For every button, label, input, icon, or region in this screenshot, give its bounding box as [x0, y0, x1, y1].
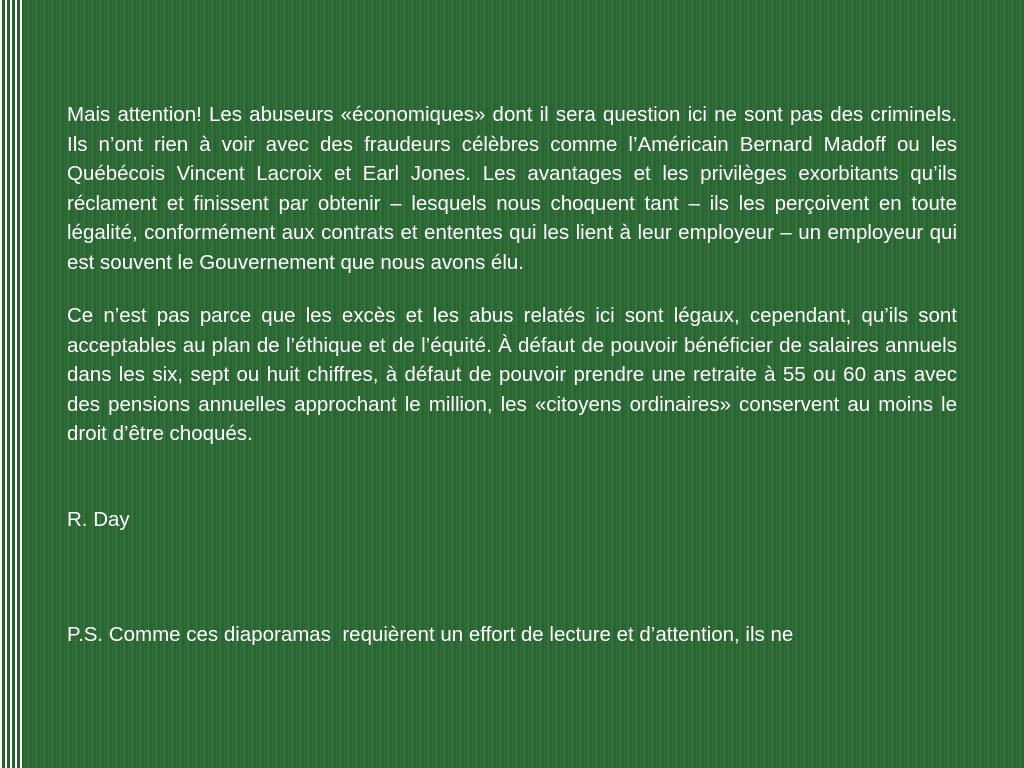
paragraph-ethics-equity: Ce n’est pas parce que les excès et les abus relatés ici sont légaux, cependant, qu’ils sont acceptables au plan de l’éthique et de l’équité. À défaut de pouvoir bénéficier de salaires annuels dans les six, sept ou huit chiffres, à défaut de pouvoir prendre une retraite à 55 ou 60 ans avec des pensions annuelles approchant le million, les «citoyens ordinaires» conservent au moins le droit d’être choqués.: [67, 304, 957, 445]
postscript: P.S. Comme ces diaporamas requièrent un effort de lecture et d’attention, ils ne: [67, 623, 794, 646]
decorative-stripe-border: [0, 0, 22, 768]
slide-text-body: [67, 100, 957, 650]
paragraph-economic-abusers: Mais attention! Les abuseurs «économiques» dont il sera question ici ne sont pas des criminels. Ils n’ont rien à voir avec des fraudeurs célèbres comme l’Américain Bernard Madoff ou les Québécois Vincent Lacroix et Earl Jones. Les avantages et les privilèges exorbitants qu’ils réclament et finissent par obtenir – lesquels nous choquent tant – ils les perçoivent en toute légalité, conformément aux contrats et ententes qui les lient à leur employeur – un employeur qui est souvent le Gouvernement que nous avons élu.: [67, 103, 957, 274]
author-signature: R. Day: [67, 507, 130, 531]
